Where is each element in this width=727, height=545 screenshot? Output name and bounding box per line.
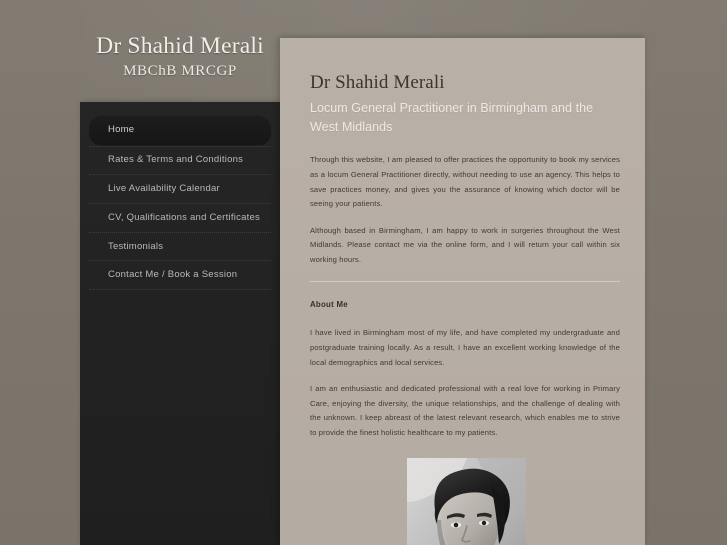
page-title: Dr Shahid Merali [310, 72, 445, 93]
sidebar-item-testimonials-label[interactable]: Testimonials [89, 233, 271, 262]
content-inner [280, 38, 645, 545]
sidebar-item-contact-me-book-a-session-label[interactable]: Contact Me / Book a Session [89, 261, 271, 290]
section-divider [310, 281, 620, 282]
content-panel [280, 38, 645, 545]
sidebar-item-cv-qualifications-and-certificates-label[interactable]: CV, Qualifications and Certificates [89, 204, 271, 233]
about-me-heading: About Me [310, 300, 348, 310]
sidebar-item-cv-qualifications-and-certificates[interactable] [89, 204, 271, 233]
sidebar-item-live-availability-calendar-label[interactable]: Live Availability Calendar [89, 175, 271, 204]
sidebar-nav-list [80, 102, 280, 290]
sidebar-item-home-label[interactable]: Home [89, 115, 271, 146]
site-logo-qualifications: MBChB MRCGP [123, 63, 237, 80]
portrait-photo [407, 458, 526, 545]
sidebar-item-live-availability-calendar[interactable] [89, 175, 271, 204]
page-subtitle: Locum General Practitioner in Birmingham and the West Midlands [310, 100, 594, 134]
intro-paragraph-1: Through this website, I am pleased to offer practices the opportunity to book my services as a locum General Practitioner directly, without needing to use an agency. This helps to save practices money, and gives you the assurance of knowing which doctor will be seeing your patients. [310, 155, 620, 209]
intro-paragraph-2: Although based in Birmingham, I am happy to work in surgeries throughout the West Midlands. Please contact me via the online form, and I will return your call within six working hours. [310, 225, 620, 264]
portrait-container [310, 458, 620, 545]
site-logo-name: Dr Shahid Merali [96, 33, 264, 59]
sidebar-item-testimonials[interactable] [89, 233, 271, 262]
about-paragraph-1: I have lived in Birmingham most of my life, and have completed my undergraduate and postgraduate training locally. As a result, I have an excellent working knowledge of the local demographics and local services. [310, 328, 620, 367]
about-paragraph-2: I am an enthusiastic and dedicated professional with a real love for working in Primary Care, enjoying the diversity, the unique relationships, and the challenge of dealing with the unknown. I keep abreast of the latest relevant research, which enables me to strive to provide the finest holistic healthcare to my patients. [310, 384, 620, 437]
sidebar-item-rates-terms-and-conditions[interactable] [89, 146, 271, 175]
sidebar [80, 102, 280, 545]
sidebar-item-home[interactable] [89, 115, 271, 146]
sidebar-item-contact-me-book-a-session[interactable] [89, 261, 271, 290]
site-logo [80, 34, 280, 80]
sidebar-item-rates-terms-and-conditions-label[interactable]: Rates & Terms and Conditions [89, 146, 271, 175]
